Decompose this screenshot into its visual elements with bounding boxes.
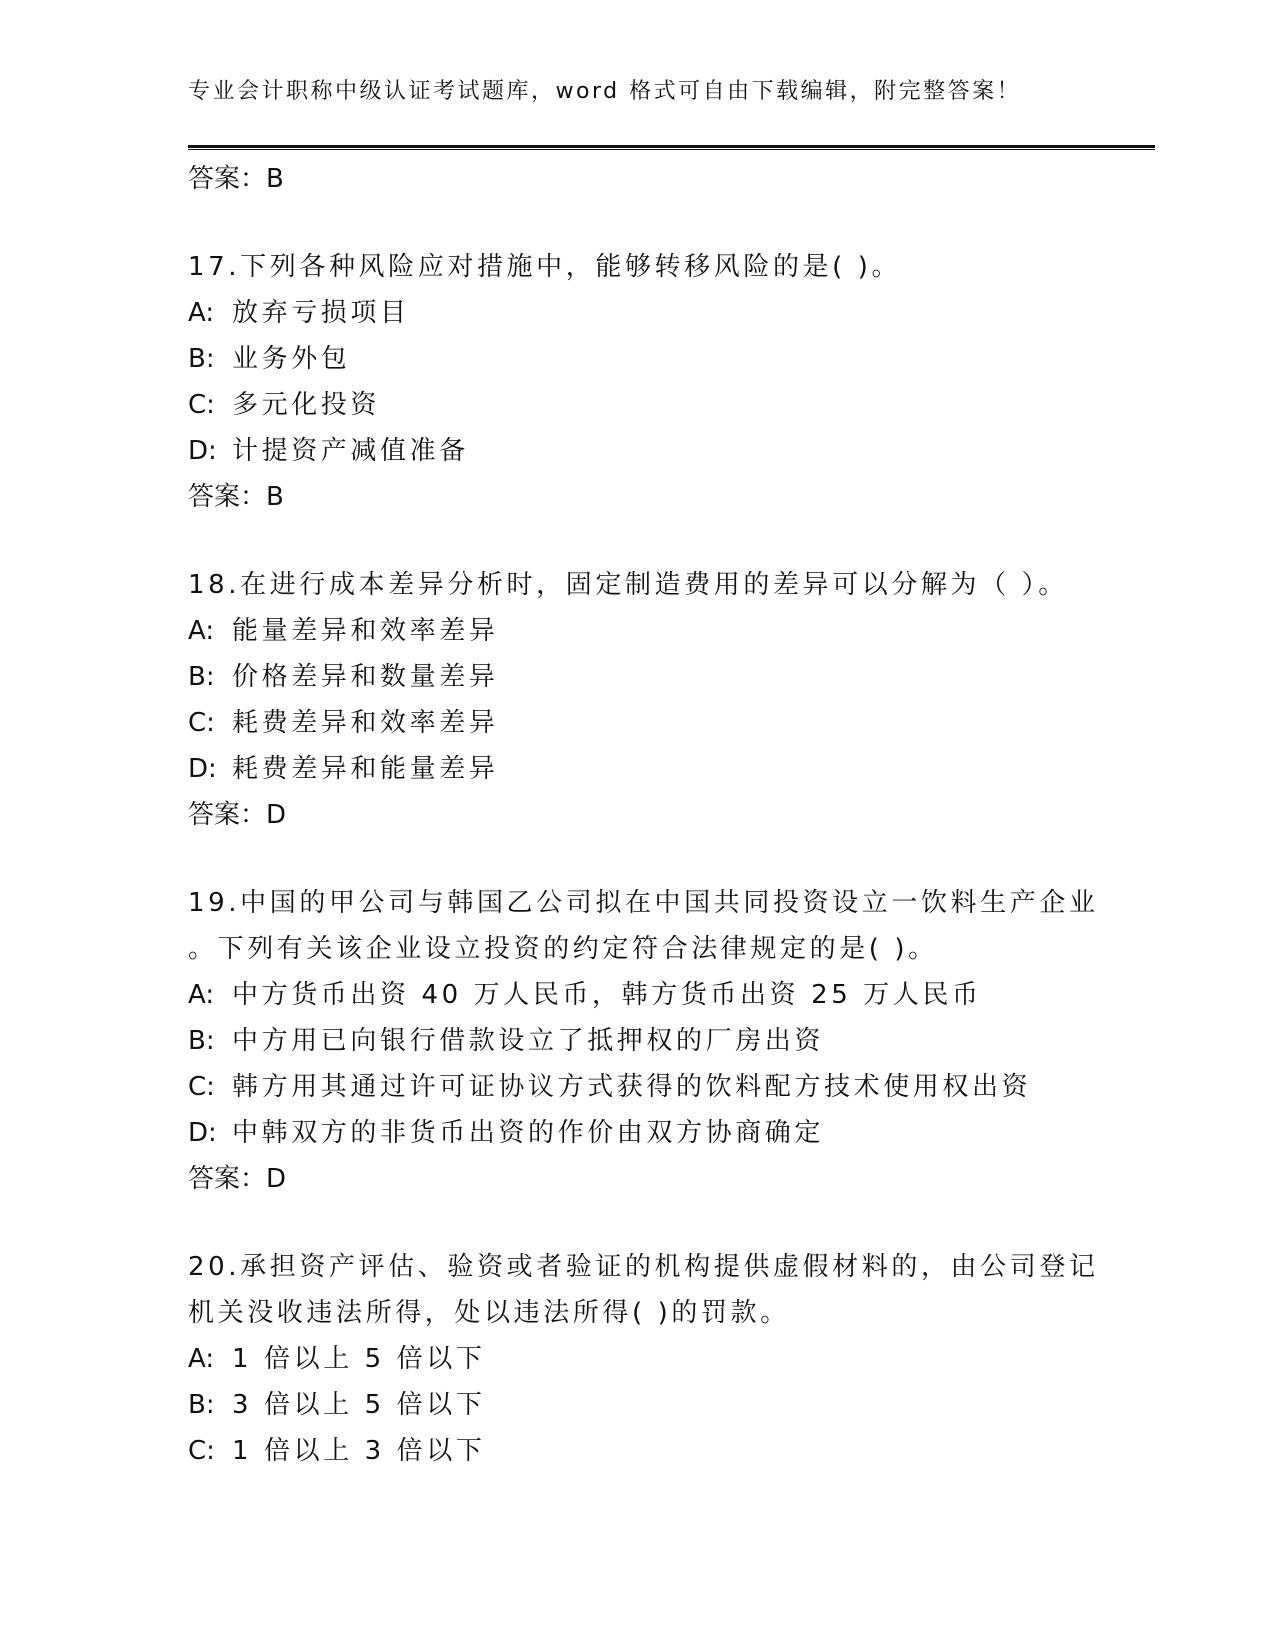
option-text: 中韩双方的非货币出资的作价由双方协商确定 <box>232 1118 825 1148</box>
option-text: 能量差异和效率差异 <box>232 616 499 646</box>
option-letter: B: <box>188 1026 215 1056</box>
question-19-stem-line-1: 19.中国的甲公司与韩国乙公司拟在中国共同投资设立一饮料生产企业 <box>188 888 1099 918</box>
question-18-option-a <box>188 608 1148 654</box>
question-20-option-a <box>188 1336 1148 1382</box>
question-19-option-b <box>188 1018 1148 1064</box>
question-17-option-a <box>188 290 1148 336</box>
question-17-option-b <box>188 336 1148 382</box>
spacer <box>188 202 1148 244</box>
option-letter: A: <box>188 980 215 1010</box>
question-19-option-a <box>188 972 1148 1018</box>
question-19-option-d <box>188 1110 1148 1156</box>
question-18-option-d <box>188 746 1148 792</box>
option-letter: C: <box>188 1072 215 1102</box>
question-17-option-d <box>188 428 1148 474</box>
answer-18: 答案：D <box>188 800 287 830</box>
question-19-option-c <box>188 1064 1148 1110</box>
answer-17: 答案：B <box>188 482 284 512</box>
spacer <box>188 1202 1148 1244</box>
question-18-option-c <box>188 700 1148 746</box>
page-header: 专业会计职称中级认证考试题库，word 格式可自由下载编辑，附完整答案！ <box>188 79 1022 104</box>
option-letter: B: <box>188 662 215 692</box>
option-text: 韩方用其通过许可证协议方式获得的饮料配方技术使用权出资 <box>232 1072 1032 1102</box>
question-19-stem-line-2: 。下列有关该企业设立投资的约定符合法律规定的是( )。 <box>188 934 938 964</box>
option-text: 1 倍以上 5 倍以下 <box>232 1344 486 1374</box>
option-text: 价格差异和数量差异 <box>232 662 499 692</box>
option-letter: D: <box>188 1118 217 1148</box>
option-text: 业务外包 <box>232 344 351 374</box>
option-text: 1 倍以上 3 倍以下 <box>232 1436 486 1466</box>
option-letter: D: <box>188 754 217 784</box>
question-19 <box>188 880 1148 1202</box>
spacer <box>188 520 1148 562</box>
question-17-option-c <box>188 382 1148 428</box>
question-20-option-b <box>188 1382 1148 1428</box>
option-letter: A: <box>188 298 215 328</box>
option-letter: B: <box>188 344 215 374</box>
option-letter: D: <box>188 436 217 466</box>
answer-16: 答案：B <box>188 164 284 194</box>
option-text: 中方货币出资 40 万人民币，韩方货币出资 25 万人民币 <box>232 980 982 1010</box>
question-20 <box>188 1244 1148 1474</box>
header-divider <box>188 145 1155 150</box>
option-letter: C: <box>188 708 215 738</box>
option-text: 耗费差异和能量差异 <box>232 754 499 784</box>
option-letter: A: <box>188 616 215 646</box>
option-text: 3 倍以上 5 倍以下 <box>232 1390 486 1420</box>
option-text: 中方用已向银行借款设立了抵押权的厂房出资 <box>232 1026 825 1056</box>
option-letter: B: <box>188 1390 215 1420</box>
question-20-option-c <box>188 1428 1148 1474</box>
option-text: 耗费差异和效率差异 <box>232 708 499 738</box>
option-text: 放弃亏损项目 <box>232 298 410 328</box>
question-20-stem-line-1: 20.承担资产评估、验资或者验证的机构提供虚假材料的，由公司登记 <box>188 1252 1099 1282</box>
spacer <box>188 838 1148 880</box>
option-letter: A: <box>188 1344 215 1374</box>
option-letter: C: <box>188 1436 215 1466</box>
question-18-option-b <box>188 654 1148 700</box>
question-17-stem: 17.下列各种风险应对措施中，能够转移风险的是( )。 <box>188 252 902 282</box>
question-20-stem-line-2: 机关没收违法所得，处以违法所得( )的罚款。 <box>188 1298 790 1328</box>
question-18 <box>188 562 1148 838</box>
option-text: 计提资产减值准备 <box>232 436 469 466</box>
option-letter: C: <box>188 390 215 420</box>
option-text: 多元化投资 <box>232 390 381 420</box>
question-17 <box>188 244 1148 520</box>
question-list <box>188 156 1148 1474</box>
question-18-stem: 18.在进行成本差异分析时，固定制造费用的差异可以分解为（ ）。 <box>188 570 1068 600</box>
answer-19: 答案：D <box>188 1164 287 1194</box>
